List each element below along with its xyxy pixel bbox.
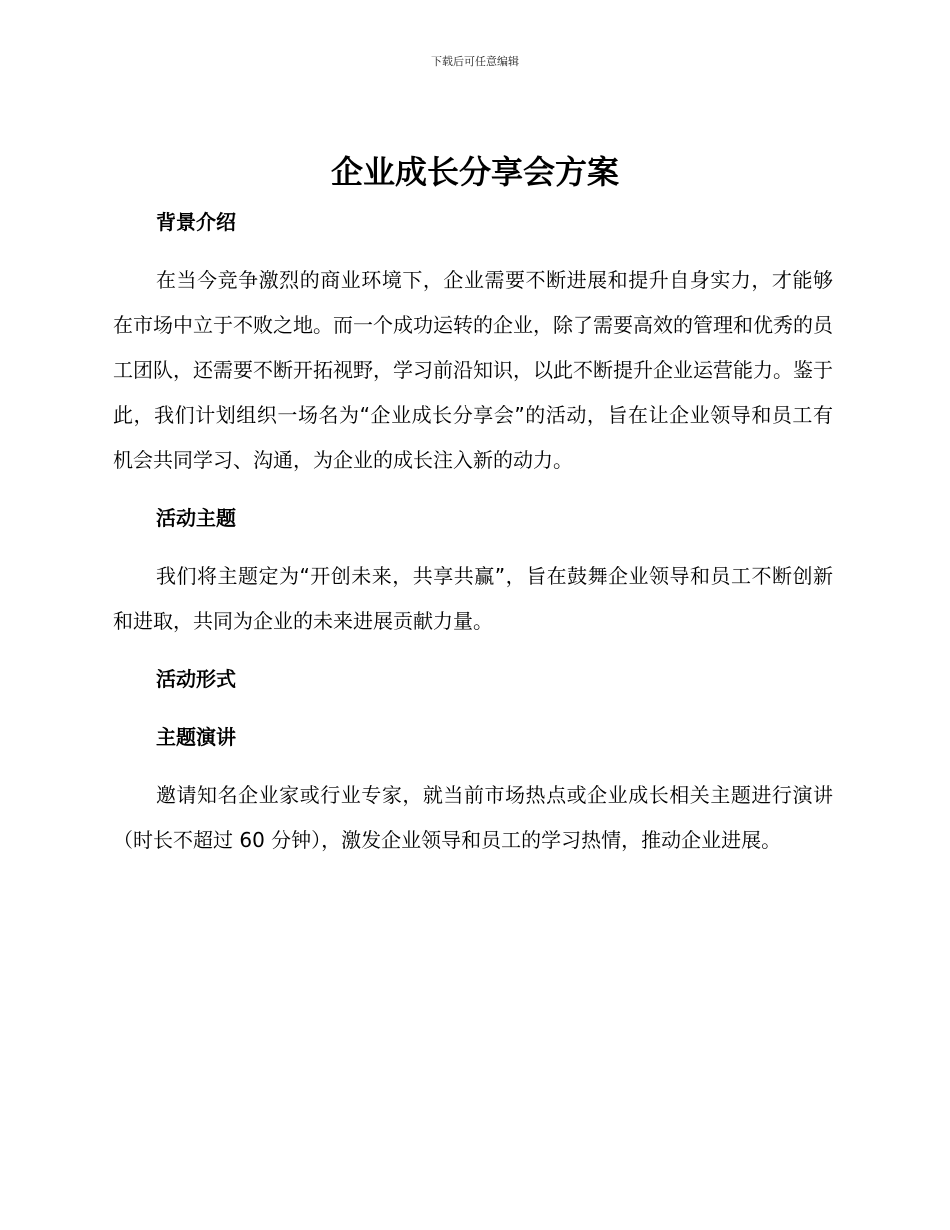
paragraph-theme: 我们将主题定为“开创未来，共享共赢”，旨在鼓舞企业领导和员工不断创新和进取，共同为企业的未来进展贡献力量。 [113, 564, 833, 633]
document-title: 企业成长分享会方案 [330, 153, 619, 191]
section-heading-format: 活动形式 [156, 667, 236, 691]
section-heading-background: 背景介绍 [156, 210, 236, 234]
document-body [113, 200, 833, 863]
paragraph-keynote: 邀请知名企业家或行业专家，就当前市场热点或企业成长相关主题进行演讲（时长不超过 60 分钟），激发企业领导和员工的学习热情，推动企业进展。 [113, 783, 833, 852]
page-header-note: 下载后可任意编辑 [431, 55, 519, 68]
section-heading-theme: 活动主题 [156, 506, 236, 530]
section-heading-keynote: 主题演讲 [156, 725, 236, 749]
paragraph-background: 在当今竞争激烈的商业环境下，企业需要不断进展和提升自身实力，才能够在市场中立于不败之地。而一个成功运转的企业，除了需要高效的管理和优秀的员工团队，还需要不断开拓视野，学习前沿知识，以此不断提升企业运营能力。鉴于此，我们计划组织一场名为“企业成长分享会”的活动，旨在让企业领导和员工有机会共同学习、沟通，为企业的成长注入新的动力。 [113, 268, 833, 472]
